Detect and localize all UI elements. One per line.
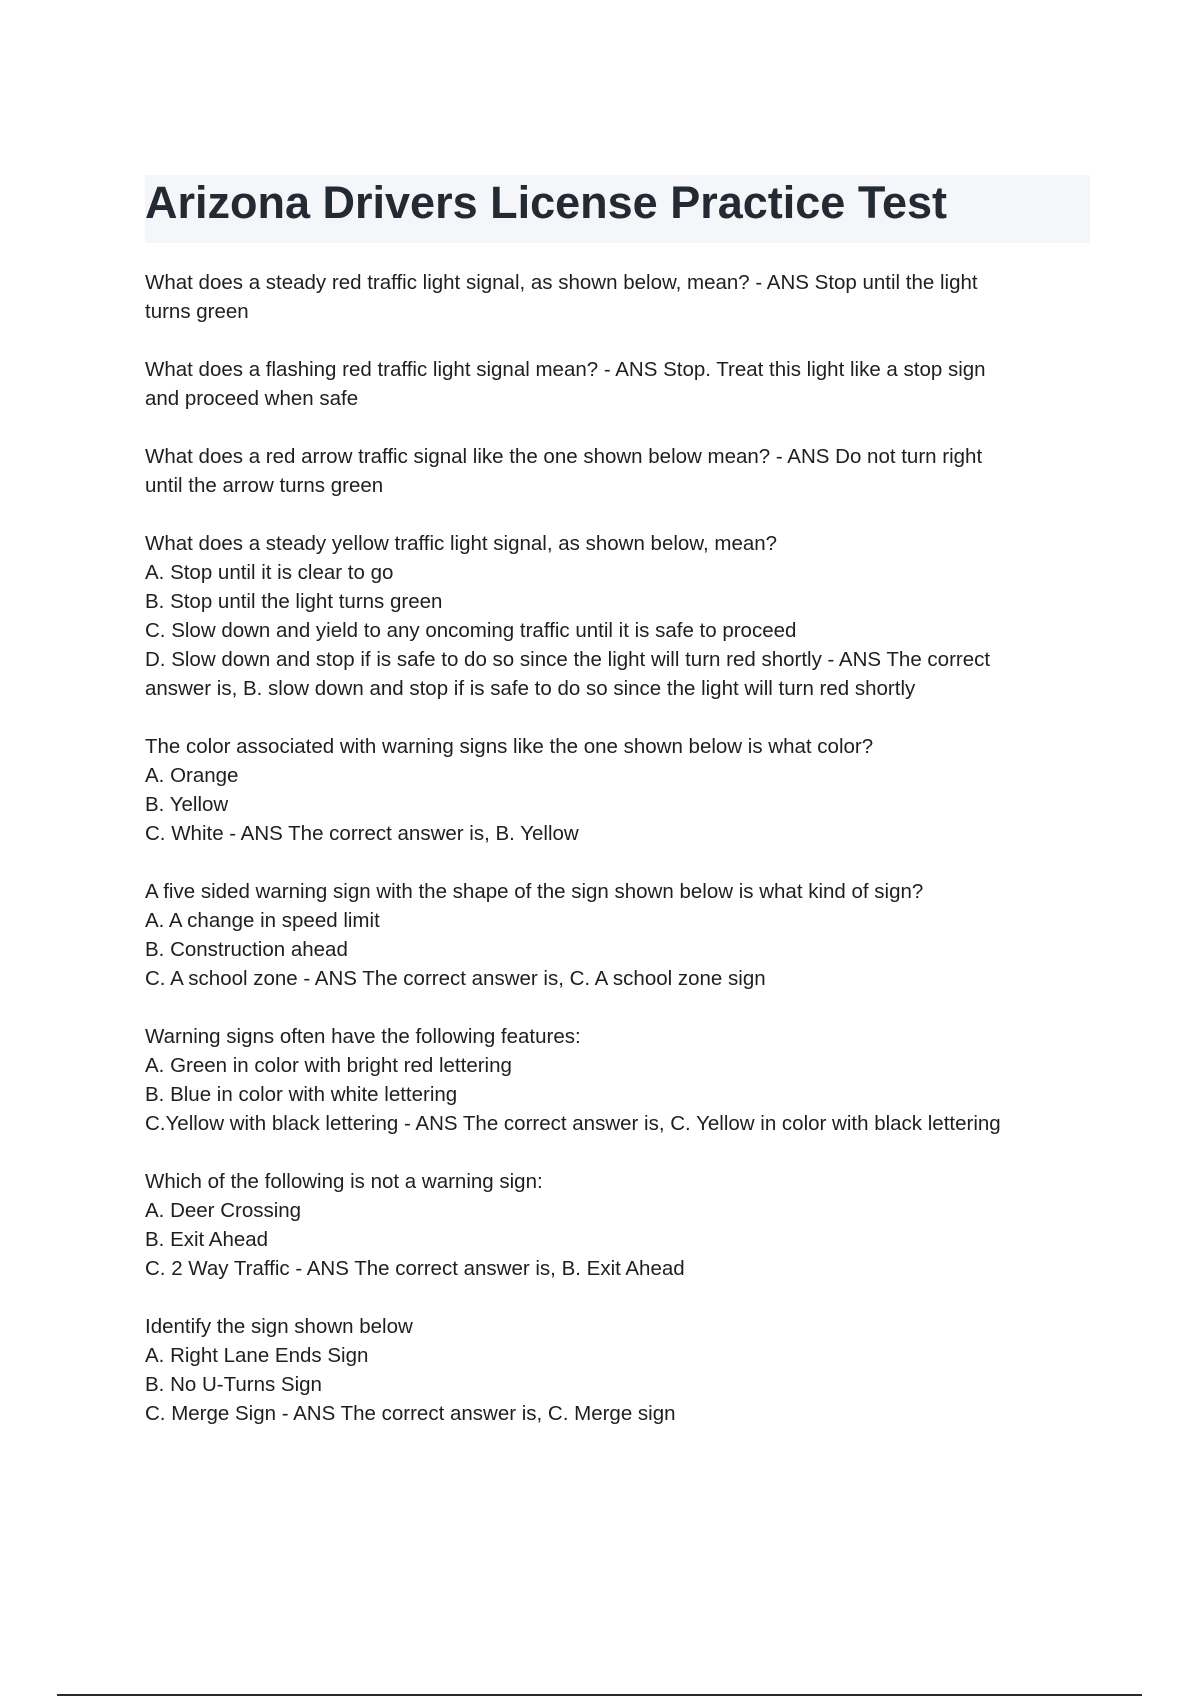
answer-text: answer is, B. slow down and stop if is safe to do so since the light will turn red shortly xyxy=(145,677,916,700)
answer-option: B. No U-Turns Sign xyxy=(145,1373,322,1396)
question-block xyxy=(145,355,1090,413)
question-list xyxy=(145,268,1090,1457)
page-title: Arizona Drivers License Practice Test xyxy=(145,177,948,228)
question-text: What does a flashing red traffic light signal mean? - ANS Stop. Treat this light like a stop sign xyxy=(145,358,986,381)
question-block xyxy=(145,1312,1090,1428)
question-text: Which of the following is not a warning sign: xyxy=(145,1170,543,1193)
question-block xyxy=(145,529,1090,703)
question-text: What does a red arrow traffic signal like the one shown below mean? - ANS Do not turn right xyxy=(145,445,983,468)
question-text: and proceed when safe xyxy=(145,387,359,410)
question-text: until the arrow turns green xyxy=(145,474,384,497)
question-text: A five sided warning sign with the shape of the sign shown below is what kind of sign? xyxy=(145,880,924,903)
footer-divider xyxy=(57,1694,1142,1696)
question-text: What does a steady yellow traffic light signal, as shown below, mean? xyxy=(145,532,778,555)
answer-option: C. Slow down and yield to any oncoming traffic until it is safe to proceed xyxy=(145,619,797,642)
answer-option: B. Blue in color with white lettering xyxy=(145,1083,458,1106)
question-text: Identify the sign shown below xyxy=(145,1315,413,1338)
question-text: What does a steady red traffic light signal, as shown below, mean? - ANS Stop until the light xyxy=(145,271,978,294)
answer-option: A. Stop until it is clear to go xyxy=(145,561,394,584)
question-block xyxy=(145,442,1090,500)
answer-option: B. Yellow xyxy=(145,793,229,816)
answer-option: A. A change in speed limit xyxy=(145,909,380,932)
answer-option: A. Orange xyxy=(145,764,239,787)
question-text: turns green xyxy=(145,300,249,323)
answer-option: B. Exit Ahead xyxy=(145,1228,269,1251)
answer-option: C. Merge Sign - ANS The correct answer is, C. Merge sign xyxy=(145,1402,676,1425)
question-block xyxy=(145,877,1090,993)
question-text: Warning signs often have the following features: xyxy=(145,1025,581,1048)
answer-option: C. A school zone - ANS The correct answer is, C. A school zone sign xyxy=(145,967,766,990)
answer-option: B. Construction ahead xyxy=(145,938,348,961)
answer-option: B. Stop until the light turns green xyxy=(145,590,443,613)
answer-option: C.Yellow with black lettering - ANS The correct answer is, C. Yellow in color with black lettering xyxy=(145,1112,1001,1135)
question-block xyxy=(145,732,1090,848)
answer-option: A. Deer Crossing xyxy=(145,1199,302,1222)
question-block xyxy=(145,1022,1090,1138)
answer-option: A. Green in color with bright red lettering xyxy=(145,1054,512,1077)
answer-option: C. White - ANS The correct answer is, B. Yellow xyxy=(145,822,579,845)
title-banner xyxy=(145,175,1090,243)
answer-option: C. 2 Way Traffic - ANS The correct answer is, B. Exit Ahead xyxy=(145,1257,685,1280)
question-text: The color associated with warning signs like the one shown below is what color? xyxy=(145,735,874,758)
question-block xyxy=(145,268,1090,326)
answer-option: D. Slow down and stop if is safe to do so since the light will turn red shortly - ANS The correct xyxy=(145,648,991,671)
answer-option: A. Right Lane Ends Sign xyxy=(145,1344,369,1367)
question-block xyxy=(145,1167,1090,1283)
